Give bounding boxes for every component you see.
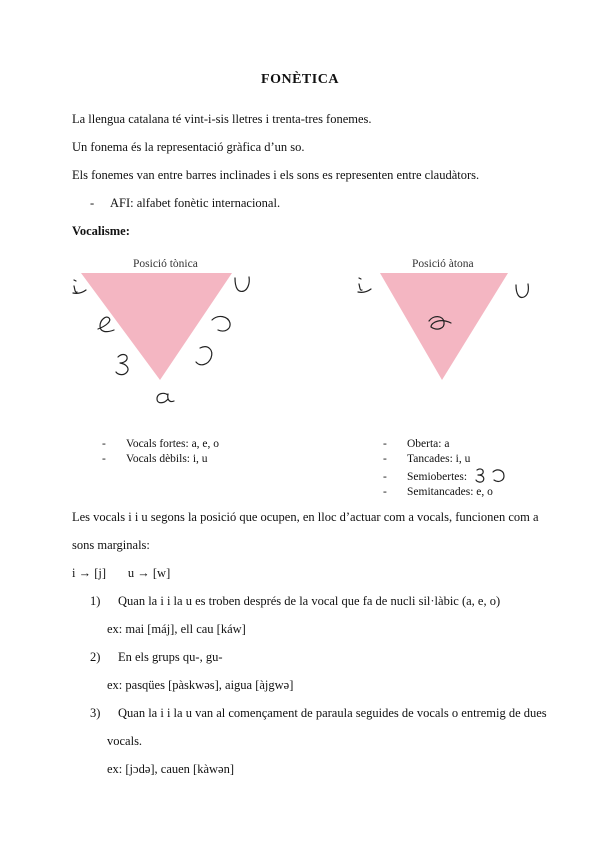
list-item-text: Semiobertes: (407, 471, 468, 483)
vowel-i-handwritten (358, 278, 371, 292)
list-item: - Tancades: i, u (383, 453, 471, 465)
list-item: - Semitancades: e, o (383, 486, 493, 498)
vowel-a-handwritten (157, 393, 174, 402)
rule-text: En els grups qu-, gu- (118, 650, 223, 664)
diagram-tonica-list (102, 437, 219, 467)
mapping-line: i → [j] u → [w] (72, 566, 171, 580)
vowel-i-handwritten (73, 280, 86, 293)
list-item-text: Oberta: a (407, 438, 450, 450)
rule-2-example: ex: pasqües [pàskwəs], aigua [àjgwə] (107, 678, 294, 692)
vowel-u-handwritten (235, 277, 249, 291)
rule-1 (90, 594, 500, 609)
list-item-text: Tancades: i, u (407, 453, 471, 465)
rule-3-example: ex: [jɔdə], cauen [kàwən] (107, 762, 235, 776)
list-item: - Oberta: a (383, 438, 450, 450)
diagram-atona-title: Posició àtona (412, 258, 474, 270)
afi-bullet (90, 196, 280, 211)
rule-2 (90, 650, 223, 665)
atona-triangle (380, 273, 508, 380)
rule-1-example: ex: mai [máj], ell cau [káw] (107, 622, 246, 636)
diagram-atona-list (383, 437, 507, 500)
bullet-dash: - (90, 196, 95, 210)
diagram-tonica-title: Posició tònica (133, 258, 198, 270)
list-item: - Vocals dèbils: i, u (102, 453, 208, 465)
intro-line-2: Un fonema és la representació gràfica d’un so. (72, 140, 305, 154)
rule-number: 3) (90, 706, 101, 720)
vowel-e-handwritten (98, 317, 114, 332)
rule-3-text-continued: vocals. (107, 734, 143, 748)
list-item: - Vocals fortes: a, e, o (102, 438, 220, 450)
list-item-text: Vocals dèbils: i, u (126, 453, 208, 465)
vocalisme-heading: Vocalisme: (72, 224, 130, 238)
semioberta-vowels-handwritten (473, 467, 507, 483)
list-item-text: Semitancades: e, o (407, 486, 493, 498)
diagram-tonica (60, 268, 260, 413)
rule-text: Quan la i i la u es troben després de la vocal que fa de nucli sil·làbic (a, e, o) (118, 594, 501, 608)
intro-line-1: La llengua catalana té vint-i-sis lletres i trenta-tres fonemes. (72, 112, 372, 126)
rule-3 (90, 706, 547, 721)
vowel-open-o-handwritten (212, 316, 230, 331)
rule-number: 2) (90, 650, 101, 664)
vowel-open-e-handwritten (116, 355, 128, 375)
list-item-text: Vocals fortes: a, e, o (126, 438, 220, 450)
vowel-u-handwritten (516, 284, 528, 297)
diagram-atona (345, 268, 545, 388)
rule-text: Quan la i i la u van al començament de paraula seguides de vocals o entremig de dues (118, 706, 547, 720)
marginals-line-1: Les vocals i i u segons la posició que ocupen, en lloc d’actuar com a vocals, funcionen com a (72, 510, 539, 524)
rule-number: 1) (90, 594, 101, 608)
marginals-line-2: sons marginals: (72, 538, 150, 552)
intro-line-3: Els fonemes van entre barres inclinades i els sons es representen entre claudàtors. (72, 168, 480, 182)
list-item: - Semiobertes: (383, 467, 507, 485)
page-title: FONÈTICA (261, 72, 339, 87)
afi-bullet-text: AFI: alfabet fonètic internacional. (110, 196, 281, 210)
vowel-o-handwritten (196, 347, 212, 365)
